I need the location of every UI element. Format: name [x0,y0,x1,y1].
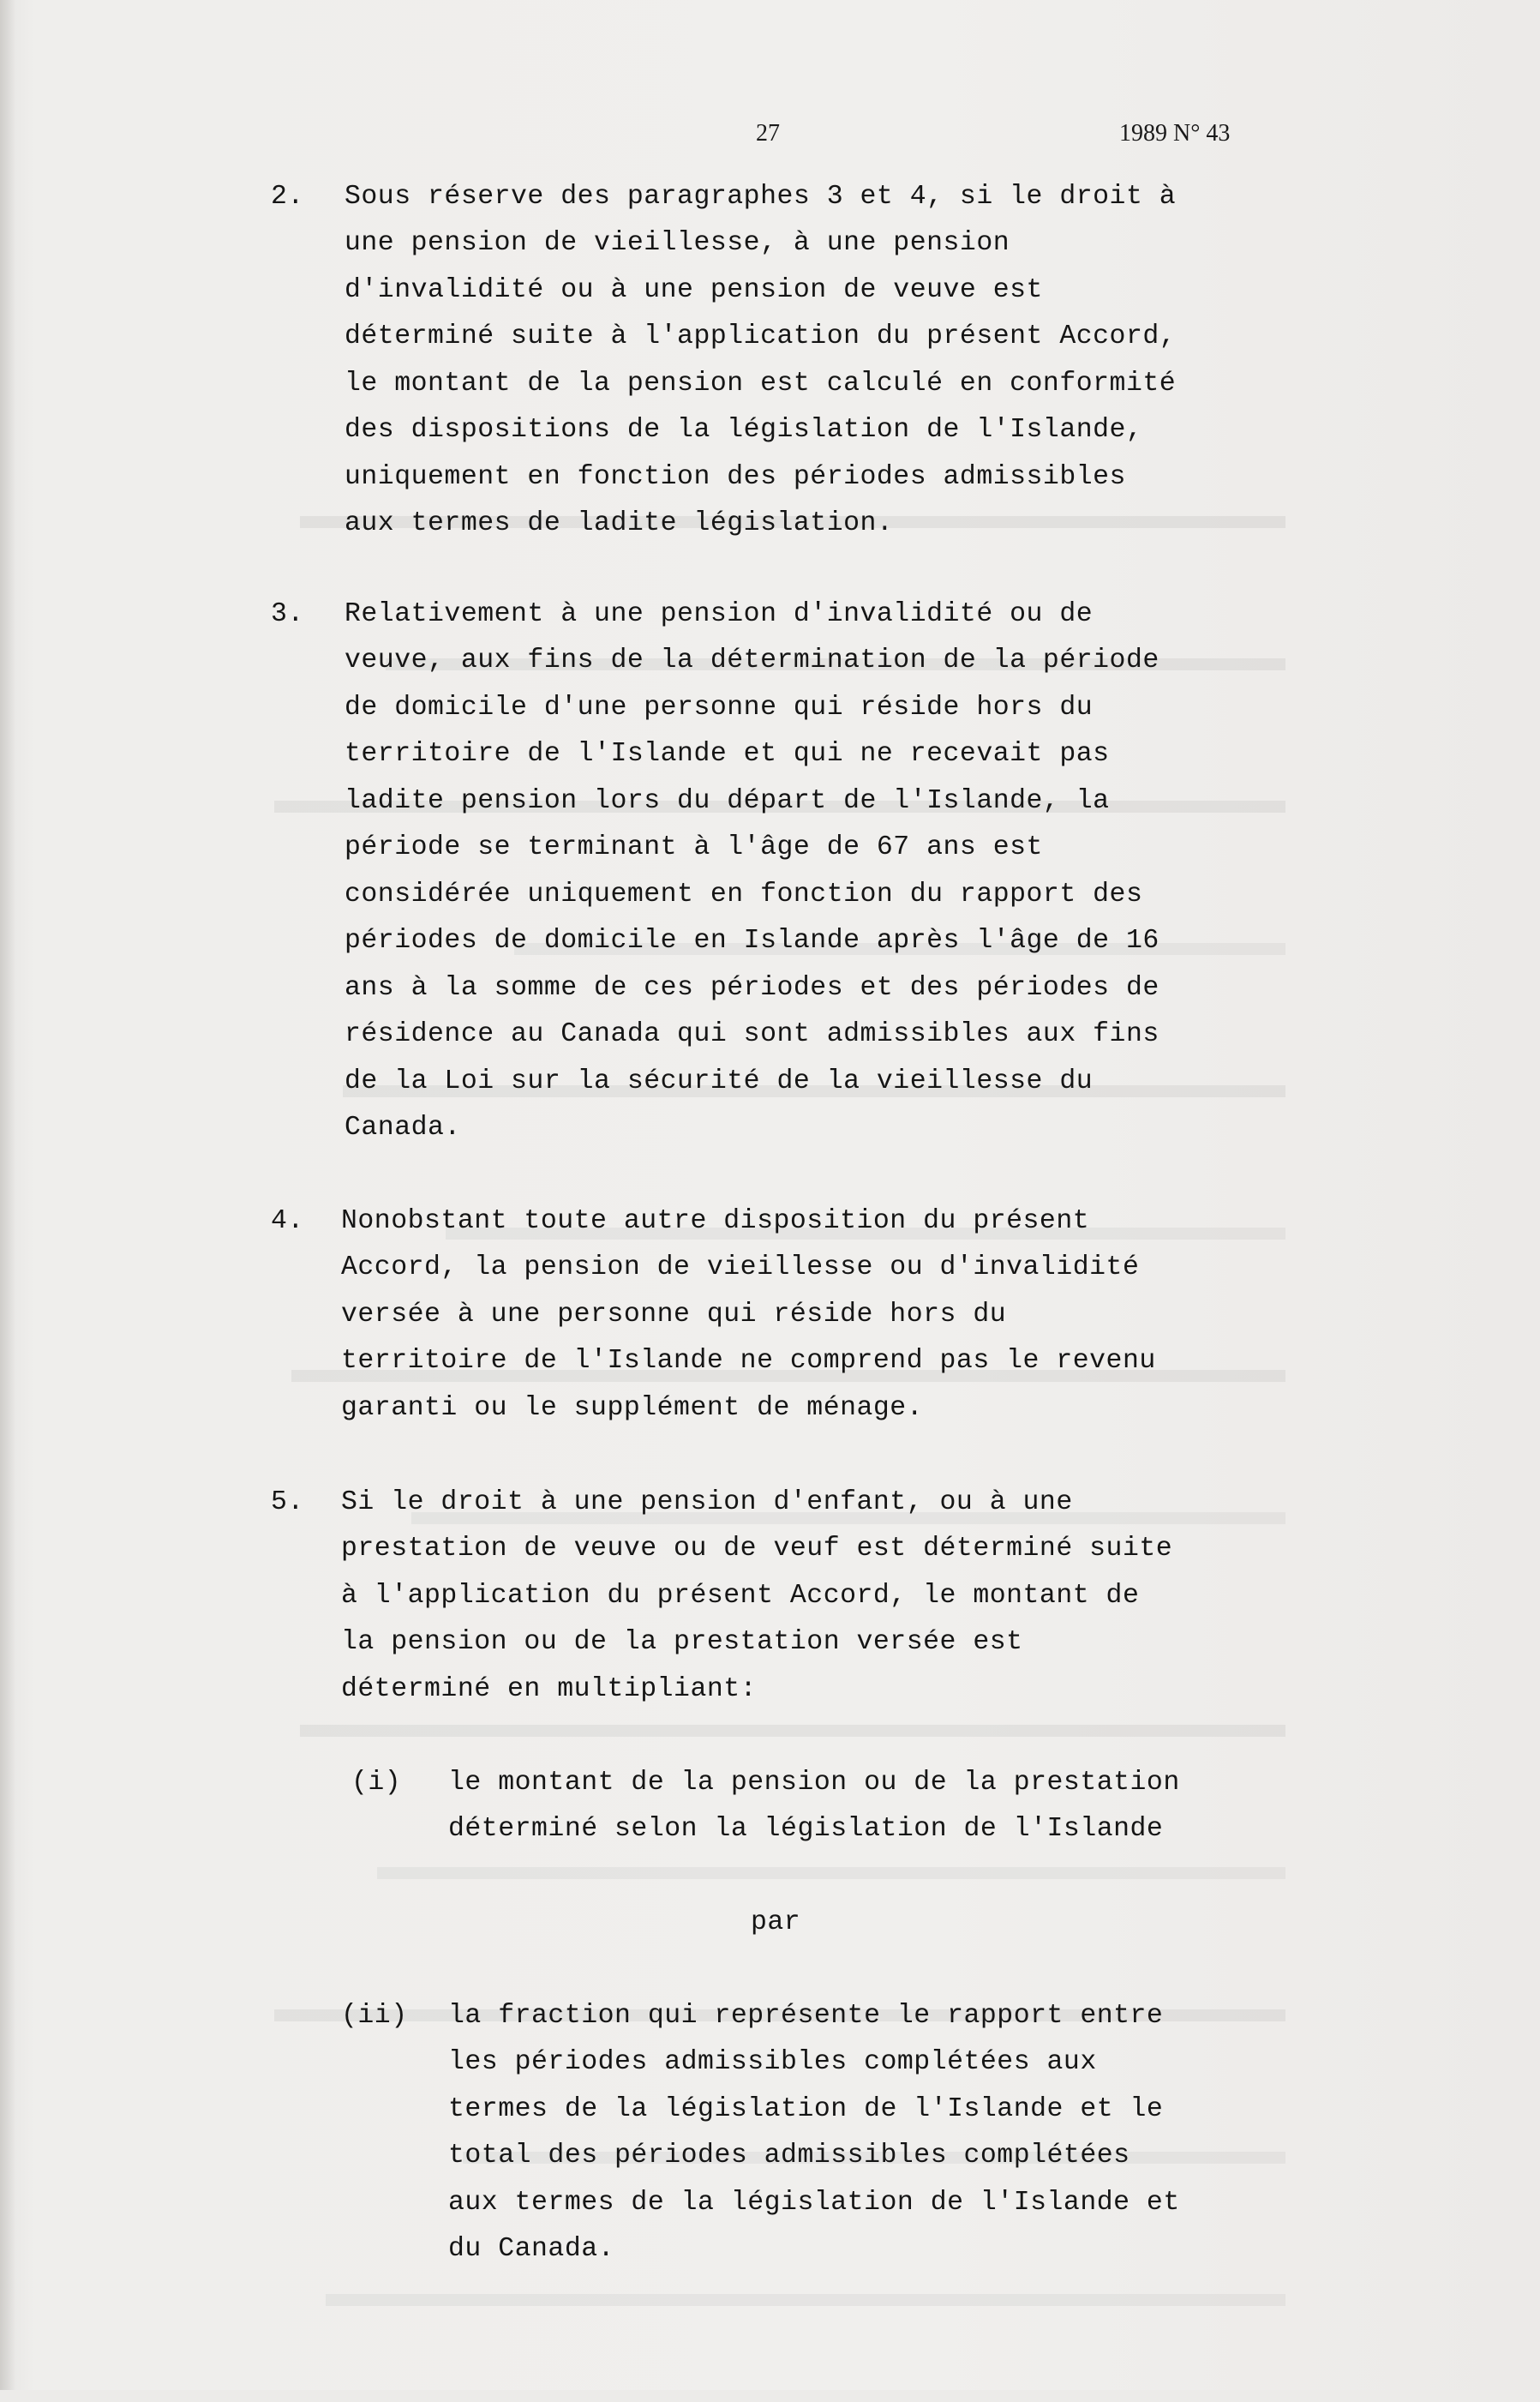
paragraph-line: Canada. [345,1113,461,1143]
paragraph-line: territoire de l'Islande ne comprend pas le revenu [341,1346,1156,1376]
paragraph-line: déterminé suite à l'application du présent Accord, [345,321,1177,351]
paragraph-line: Sous réserve des paragraphes 3 et 4, si le droit à [345,182,1177,212]
paragraph-line: ans à la somme de ces périodes et des périodes de [345,973,1159,1003]
paragraph-number: 3. [271,599,304,629]
paragraph-line: la pension ou de la prestation versée est [341,1627,1023,1657]
paragraph-line: uniquement en fonction des périodes admissibles [345,462,1126,492]
paragraph-line: le montant de la pension est calculé en conformité [345,369,1177,399]
paragraph-line: Relativement à une pension d'invalidité ou de [345,599,1094,629]
subitem-line: total des périodes admissibles complétées [448,2141,1130,2171]
paragraph-line: veuve, aux fins de la détermination de la période [345,646,1159,676]
paragraph-line: garanti ou le supplément de ménage. [341,1393,924,1423]
paragraph-line: résidence au Canada qui sont admissibles aux fins [345,1019,1159,1049]
paragraph-number: 5. [271,1487,304,1517]
paragraph-line: Nonobstant toute autre disposition du présent [341,1206,1090,1236]
paragraph-line: versée à une personne qui réside hors du [341,1300,1007,1330]
page-edge-shadow [0,0,15,2390]
subitem-line: du Canada. [448,2234,615,2264]
subitem-label-ii: (ii) [341,2001,408,2031]
paragraph-number: 2. [271,182,304,212]
paragraph-number: 4. [271,1206,304,1236]
paragraph-line: une pension de vieillesse, à une pension [345,228,1010,258]
paragraph-line: considérée uniquement en fonction du rapport des [345,880,1143,910]
paragraph-line: de domicile d'une personne qui réside hors du [345,693,1094,723]
page-header [0,120,1540,154]
subitem-label-i: (i) [351,1768,402,1798]
paragraph-line: déterminé en multipliant: [341,1674,758,1704]
paragraph-line: période se terminant à l'âge de 67 ans est [345,832,1043,862]
paragraph-line: prestation de veuve ou de veuf est déterminé suite [341,1534,1173,1564]
paragraph-line: Accord, la pension de vieillesse ou d'invalidité [341,1252,1140,1282]
subitem-line: déterminé selon la législation de l'Islande [448,1814,1164,1844]
document-reference: 1989 N° 43 [1119,120,1231,147]
paragraph-line: des dispositions de la législation de l'Islande, [345,415,1143,445]
page-number: 27 [756,120,780,147]
paragraph-line: de la Loi sur la sécurité de la vieillesse du [345,1066,1094,1096]
subitem-line: termes de la législation de l'Islande et le [448,2094,1164,2124]
connector-word: par [751,1907,801,1937]
subitem-line: le montant de la pension ou de la prestation [448,1768,1180,1798]
subitem-line: la fraction qui représente le rapport entre [448,2001,1164,2031]
paragraph-line: territoire de l'Islande et qui ne recevait pas [345,739,1110,769]
paragraph-line: d'invalidité ou à une pension de veuve est [345,275,1043,305]
paragraph-line: à l'application du présent Accord, le montant de [341,1581,1140,1611]
subitem-line: aux termes de la législation de l'Islande et [448,2188,1180,2218]
paragraph-line: périodes de domicile en Islande après l'âge de 16 [345,926,1159,956]
paragraph-line: aux termes de ladite législation. [345,508,894,538]
paragraph-line: Si le droit à une pension d'enfant, ou à une [341,1487,1073,1517]
paragraph-line: ladite pension lors du départ de l'Islande, la [345,786,1110,816]
subitem-line: les périodes admissibles complétées aux [448,2047,1097,2077]
